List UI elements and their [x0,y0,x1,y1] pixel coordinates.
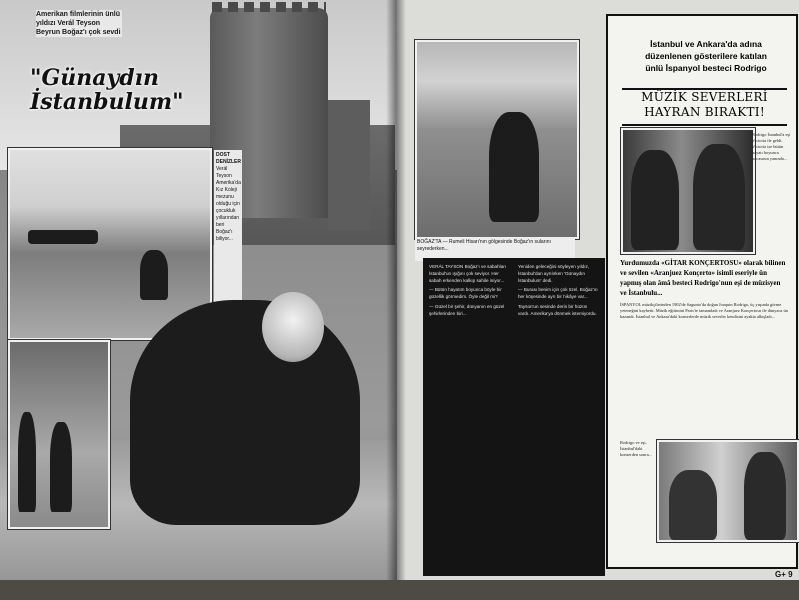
panel-side-caption: Rodrigo İstanbul'a eşi Victoria ile geldi. Victoria ise bütün hayatı boyunca kocasının yanında... [752,132,791,161]
article-paragraph: — Güzel bir şehir, dünyanın en güzel şehirlerinden biri... [429,303,505,316]
fortress-tower-small-photo [328,100,370,230]
street-photo [8,340,110,529]
actress-standing-silhouette [489,112,539,222]
river-photo [415,40,579,239]
kicker-text: Amerikan filmlerinin ünlü yıldızı Verál Teyson Beyrun Boğaz'ı çok sevdi [36,11,121,36]
boat-caption-title: DOST DENİZLER [216,152,241,165]
walking-woman-silhouette [50,422,72,512]
boat-caption-text: Verál Teyson Amerika'da Kız Koleji mezunu olduğu için çocukluk yıllarından beri Boğaz'ı biliyor... [216,166,241,242]
banner-line-1: MÜZİK SEVERLERİ [641,90,768,104]
panel-bottom-caption: Rodrigo ve eşi, İstanbul'daki konserden sonra... [620,440,652,457]
table-surface [0,580,799,600]
battlements [212,2,326,12]
boat-silhouette [28,230,98,244]
article-paragraph: Yeniden geleceğini söyleyen yıldız, İstanbul'dan ayrılırken 'Günaydın İstanbulum' dedi. [518,264,590,283]
man-silhouette [693,144,745,250]
woman-silhouette [744,452,786,540]
page-number: G+ 9 [775,570,793,579]
panel-subhead: Yurdumuzda «GİTAR KONÇERTOSU» olarak bilinen ve sevilen «Aranjuez Konçerto» isimli eseriyle ün yapmış olan âmâ besteci Rodrigo'nun eşi de müzisyen ve İstanbulu... [620,259,786,297]
woman-seated-silhouette [140,250,168,300]
panel-intro: İstanbul ve Ankara'da adına düzenlenen gösterilere katılan ünlü İspanyol besteci Rodrigo [645,39,767,73]
headline-line-2: İstanbulum" [30,89,184,115]
article-paragraph: VERÁL TAYSON Boğaz'ı ve sabahları İstanbul'un ışığını çok seviyor. Her sabah erkenden kalkıp sahile iniyor... [429,264,507,283]
boat-photo [8,148,212,340]
panel-body: İSPANYOL müzikçilerinden 1902'de Sagunto'da doğan Joaquin Rodrigo, üç yaşında görme yeteneğini kaybetti. Müzik eğitimini Paris'te tamamladı ve Aranjuez Konçertosu ile dünyaca ün kazandı. İstanbul ve Ankara'daki konserlerde müzik severler kendisini ayakta alkışladı... [620,302,788,320]
banner-line-2: HAYRAN BIRAKTI! [644,105,765,119]
river-caption: BOĞAZ'TA — Rumeli Hisarı'nın gölgesinde Boğaz'ın sularını seyrederken... [415,237,575,261]
rodrigo-portrait-photo [657,440,799,542]
panel-banner [622,88,787,126]
page-gutter [386,0,406,600]
article-paragraph: — Bütün hayatım boyunca böyle bir güzellik görmedim. Öyle değil mi? [429,287,502,300]
actress-seated-silhouette [130,300,360,525]
actress-face [262,292,324,362]
article-paragraph: Tayson'un sesinde derin bir hüzün vardı. Amerika'ya dönmek istemiyordu. [518,303,597,316]
headline [30,66,210,114]
rodrigo-couple-photo [621,128,755,254]
woman-silhouette [631,150,679,250]
headline-line-1: "Günaydın [30,65,160,91]
man-silhouette [18,412,36,512]
man-silhouette [669,470,717,540]
article-column [423,258,605,576]
article-paragraph: — Burası benim için çok özel. Boğaz'ın her köşesinde ayrı bir hikâye var... [518,287,598,300]
